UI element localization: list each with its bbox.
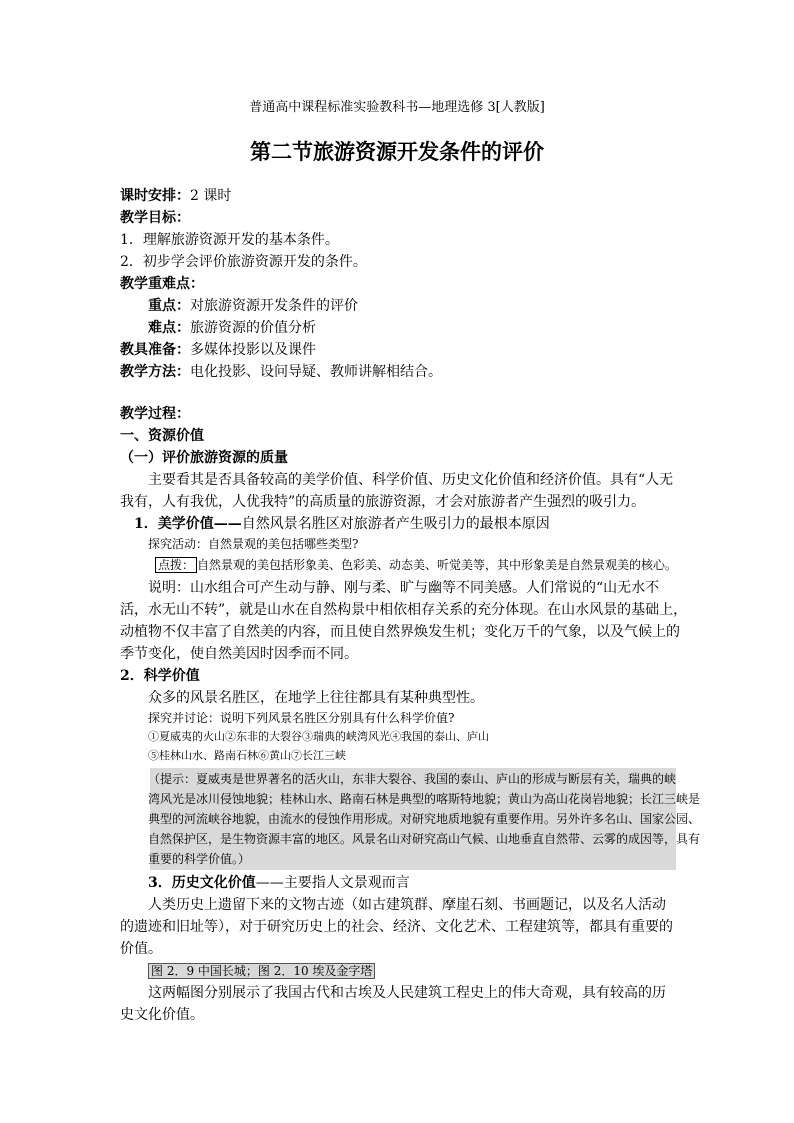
- paragraph-1-line-1: 主要看其是否具备较高的美学价值、科学价值、历史文化价值和经济价值。具有“人无: [148, 472, 674, 488]
- goal-1: 1．理解旅游资源开发的基本条件。: [120, 232, 339, 248]
- tools: [120, 340, 316, 360]
- tip-text: 自然景观的美包括形象美、色彩美、动态美、听觉美等，其中形象美是自然景观美的核心。: [197, 558, 678, 572]
- item-3-title: 3．历史文化价值: [148, 875, 256, 891]
- item-3-rest: ——主要指人文景观而言: [255, 875, 410, 891]
- key-point-value: 对旅游资源开发条件的评价: [190, 298, 358, 314]
- goal-2: 2．初步学会评价旅游资源开发的条件。: [120, 254, 367, 270]
- history-line-3: 价值。: [120, 941, 162, 957]
- tip-label: 点拨：: [155, 557, 197, 573]
- paragraph-1-line-2: 我有，人有我优，人优我特”的高质量的旅游资源，才会对旅游者产生强烈的吸引力。: [120, 494, 646, 510]
- explain-line-4: 季节变化，使自然美因时因季而不同。: [120, 646, 358, 662]
- figure-reference-line: [148, 961, 375, 981]
- difficulty-point: [148, 318, 316, 338]
- process-heading: 教学过程：: [120, 406, 190, 422]
- page-title: 第二节旅游资源开发条件的评价: [250, 139, 544, 164]
- tools-label: 教具准备：: [120, 342, 190, 358]
- figure-reference: 图 2．9 中国长城；图 2．10 埃及金字塔: [148, 963, 375, 979]
- hours-label: 课时安排：: [120, 188, 190, 204]
- method: [120, 362, 442, 382]
- history-line-1: 人类历史上遗留下来的文物古迹（如古建筑群、摩崖石刻、书画题记，以及名人活动: [148, 897, 666, 913]
- science-line-1: 众多的风景名胜区，在地学上往往都具有某种典型性。: [148, 690, 484, 706]
- key-point: [148, 296, 358, 316]
- site-list-line-2: ⑤桂林山水、路南石林⑥黄山⑦长江三峡: [148, 749, 346, 762]
- tip-line: [155, 556, 677, 574]
- hint-line-3: 典型的河流峡谷地貌，由流水的侵蚀作用形成。对研究地质地貌有重要作用。另外许多名山、国家公园、: [148, 812, 701, 826]
- explore-activity-1: 探究活动：自然景观的美包括哪些类型?: [148, 537, 359, 551]
- key-point-label: 重点：: [148, 298, 190, 314]
- method-label: 教学方法：: [120, 364, 190, 380]
- item-1-rest: 自然风景名胜区对旅游者产生吸引力的最根本原因: [241, 516, 550, 532]
- explain-line-3: 动植物不仅丰富了自然美的内容，而且使自然界焕发生机；变化万千的气象，以及气候上的: [120, 624, 680, 640]
- hint-line-1: （提示：夏威夷是世界著名的活火山，东非大裂谷、我国的泰山、庐山的形成与断层有关，瑞典的峡: [148, 772, 677, 786]
- subsection-heading-1: （一）评价旅游资源的质量: [120, 450, 288, 466]
- key-heading: 教学重难点：: [120, 276, 204, 292]
- explore-activity-2: 探究并讨论：说明下列风景名胜区分别具有什么科学价值?: [148, 711, 455, 725]
- explain-line-2: 活，水无山不转”，就是山水在自然构景中相依相存关系的充分体现。在山水风景的基础上，: [120, 602, 688, 618]
- running-header: 普通高中课程标准实验教科书—地理选修 3[人教版]: [249, 100, 545, 115]
- section-heading-1: 一、资源价值: [120, 428, 204, 444]
- goals-heading: 教学目标：: [120, 210, 190, 226]
- method-value: 电化投影、设问导疑、教师讲解相结合。: [190, 364, 442, 380]
- site-list-line-1: ①夏威夷的火山②东非的大裂谷③瑞典的峡湾风光④我国的泰山、庐山: [148, 730, 489, 743]
- difficulty-label: 难点：: [148, 320, 190, 336]
- hint-line-4: 自然保护区，是生物资源丰富的地区。风景名山对研究高山气候、山地垂直自然带、云雾的成因等，具有: [148, 832, 701, 846]
- hint-line-5: 重要的科学价值。）: [148, 852, 251, 866]
- item-3-heading: [148, 873, 410, 893]
- item-1-title: 1．美学价值——: [134, 516, 242, 532]
- figure-line-2: 史文化价值。: [120, 1007, 204, 1023]
- history-line-2: 的遗迹和旧址等），对于研究历史上的社会、经济、文化艺术、工程建筑等，都具有重要的: [120, 919, 673, 935]
- hint-line-2: 湾风光是冰川侵蚀地貌；桂林山水、路南石林是典型的喀斯特地貌；黄山为高山花岗岩地貌；长江三峡是: [148, 792, 701, 806]
- hours-value: 2 课时: [190, 188, 232, 204]
- difficulty-value: 旅游资源的价值分析: [190, 320, 316, 336]
- explain-line-1: 说明：山水组合可产生动与静、刚与柔、旷与幽等不同美感。人们常说的“山无水不: [148, 580, 660, 596]
- class-hours: [120, 186, 231, 206]
- item-2-heading: 2．科学价值: [120, 668, 200, 684]
- item-1-heading: [134, 514, 550, 534]
- tools-value: 多媒体投影以及课件: [190, 342, 316, 358]
- figure-line-1: 这两幅图分别展示了我国古代和古埃及人民建筑工程史上的伟大奇观，具有较高的历: [148, 985, 666, 1001]
